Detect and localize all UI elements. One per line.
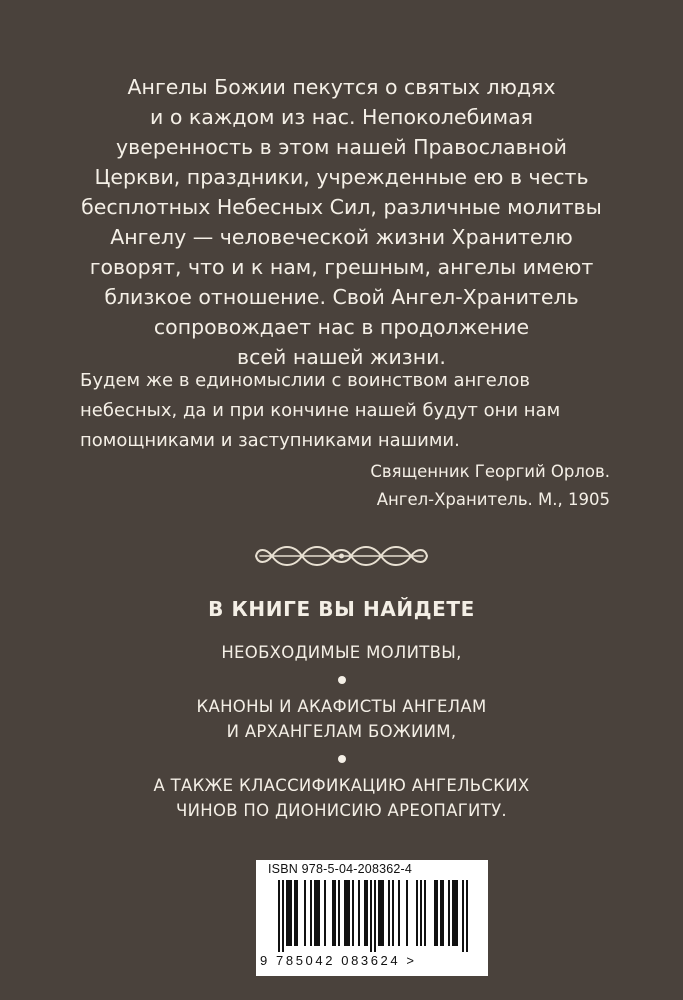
intro-line: говорят, что и к нам, грешным, ангелы имеют bbox=[89, 255, 594, 279]
barcode-bar bbox=[374, 880, 376, 952]
feature-line: ЧИНОВ ПО ДИОНИСИЮ АРЕОПАГИТУ. bbox=[176, 801, 507, 820]
bullet-icon bbox=[338, 755, 346, 763]
intro-line: уверенность в этом нашей Православной bbox=[116, 135, 567, 159]
intro-line: бесплотных Небесных Сил, различные молитвы bbox=[81, 195, 602, 219]
barcode-bar bbox=[324, 880, 326, 946]
feature-line: НЕОБХОДИМЫЕ МОЛИТВЫ, bbox=[221, 643, 462, 662]
barcode-bar bbox=[448, 880, 450, 946]
barcode-bar bbox=[296, 880, 298, 946]
barcode-bar bbox=[334, 880, 336, 946]
barcode-bar bbox=[454, 880, 456, 946]
feature-line: КАНОНЫ И АКАФИСТЫ АНГЕЛАМ bbox=[196, 697, 487, 716]
barcode-bar bbox=[332, 880, 334, 946]
barcode-bar bbox=[352, 880, 354, 946]
isbn-barcode bbox=[256, 860, 488, 976]
intro-line: и о каждом из нас. Непоколебимая bbox=[150, 105, 533, 129]
quote-paragraph bbox=[80, 366, 620, 456]
attribution-line: Священник Георгий Орлов. bbox=[370, 462, 610, 481]
barcode-bar bbox=[462, 880, 464, 952]
intro-line: всей нашей жизни. bbox=[237, 345, 446, 369]
intro-line: близкое отношение. Свой Ангел-Хранитель bbox=[104, 285, 579, 309]
feature-line: А ТАКЖЕ КЛАССИФИКАЦИЮ АНГЕЛЬСКИХ bbox=[153, 776, 530, 795]
isbn-label: ISBN 978-5-04-208362-4 bbox=[268, 862, 413, 876]
barcode-bar bbox=[310, 880, 312, 946]
barcode-bar bbox=[316, 880, 318, 946]
intro-line: сопровождает нас в продолжение bbox=[153, 315, 530, 339]
bullet-icon bbox=[338, 676, 346, 684]
ornament-divider-icon bbox=[250, 536, 433, 576]
barcode-bar bbox=[278, 880, 280, 952]
barcode-bar bbox=[348, 880, 350, 946]
barcode-bar bbox=[420, 880, 422, 946]
feature-list bbox=[0, 640, 683, 823]
barcode-digits: 9 785042 083624 > bbox=[260, 953, 417, 968]
barcode-bar bbox=[388, 880, 390, 946]
barcode-bar bbox=[314, 880, 316, 946]
barcode-bar bbox=[344, 880, 346, 946]
feature-item bbox=[0, 773, 683, 823]
barcode-bar bbox=[338, 880, 340, 946]
barcode-bar bbox=[434, 880, 436, 946]
barcode-bar bbox=[304, 880, 306, 946]
barcode-bar bbox=[378, 880, 380, 946]
barcode-bar bbox=[282, 880, 284, 952]
feature-line: И АРХАНГЕЛАМ БОЖИИМ, bbox=[226, 722, 457, 741]
barcode-bar bbox=[466, 880, 468, 952]
barcode-bars bbox=[272, 880, 472, 952]
barcode-bar bbox=[392, 880, 394, 946]
barcode-bar bbox=[452, 880, 454, 946]
barcode-bar bbox=[382, 880, 384, 946]
quote-line: помощниками и заступниками нашими. bbox=[80, 430, 460, 451]
barcode-bar bbox=[290, 880, 292, 946]
barcode-bar bbox=[364, 880, 366, 946]
barcode-bar bbox=[456, 880, 458, 946]
barcode-bar bbox=[398, 880, 400, 946]
barcode-bar bbox=[286, 880, 288, 946]
quote-attribution bbox=[370, 458, 610, 514]
barcode-bar bbox=[416, 880, 418, 946]
quote-line: небесных, да и при кончине нашей будут они нам bbox=[80, 400, 561, 421]
barcode-bar bbox=[380, 880, 382, 946]
barcode-bar bbox=[424, 880, 426, 946]
feature-item bbox=[0, 694, 683, 744]
barcode-bar bbox=[370, 880, 372, 952]
intro-line: Ангелу — человеческой жизни Хранителю bbox=[110, 225, 573, 249]
barcode-bar bbox=[288, 880, 290, 946]
barcode-bar bbox=[358, 880, 360, 946]
quote-line: Будем же в единомыслии с воинством ангелов bbox=[80, 370, 530, 391]
barcode-bar bbox=[442, 880, 444, 946]
feature-item bbox=[0, 640, 683, 665]
barcode-bar bbox=[436, 880, 438, 946]
barcode-bar bbox=[406, 880, 408, 946]
intro-line: Церкви, праздники, учрежденные ею в честь bbox=[94, 165, 589, 189]
barcode-bar bbox=[346, 880, 348, 946]
barcode-bar bbox=[294, 880, 296, 946]
intro-line: Ангелы Божии пекутся о святых людях bbox=[127, 75, 556, 99]
section-title: В КНИГЕ ВЫ НАЙДЕТЕ bbox=[208, 597, 475, 621]
barcode-bar bbox=[366, 880, 368, 946]
intro-paragraph bbox=[60, 72, 623, 372]
barcode-bar bbox=[318, 880, 320, 946]
barcode-bar bbox=[440, 880, 442, 946]
attribution-line: Ангел-Хранитель. М., 1905 bbox=[376, 490, 610, 509]
